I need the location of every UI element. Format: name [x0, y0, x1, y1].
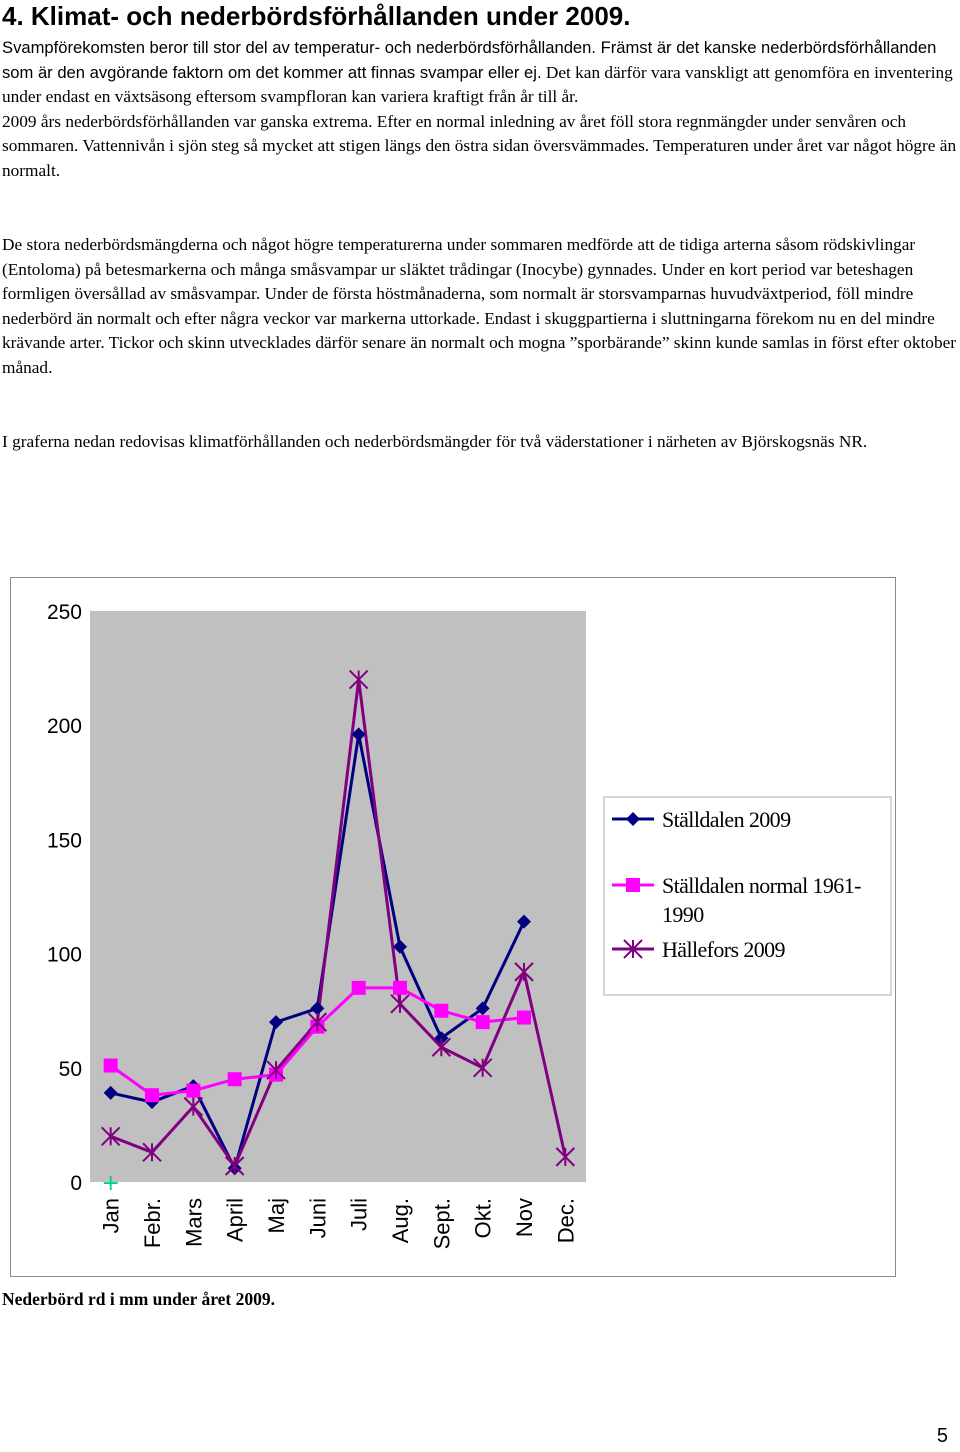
data-point	[476, 1015, 490, 1029]
data-point	[145, 1088, 159, 1102]
chart-svg	[11, 578, 897, 1278]
y-tick-label: 250	[46, 601, 82, 624]
data-point	[352, 981, 366, 995]
x-tick-label: Febr.	[140, 1198, 165, 1249]
data-point	[393, 981, 407, 995]
y-tick-label: 50	[58, 1057, 82, 1081]
y-tick-label: 0	[70, 1172, 82, 1195]
legend-marker	[626, 878, 640, 892]
page-number: 5	[936, 1425, 948, 1447]
x-tick-label: Aug.	[388, 1198, 413, 1244]
data-point	[434, 1004, 448, 1018]
data-point	[104, 1059, 118, 1073]
legend-label: Ställdalen 2009	[662, 807, 791, 832]
intro-sans-text: Svampförekomsten beror till stor del av temperatur- och nederbördsförhållanden. Främst är det kanske nederbördsförhållanden som är den avgörande faktorn om det kommer att finnas svampar eller ej.	[2, 38, 937, 82]
x-tick-label: Okt.	[470, 1198, 496, 1239]
x-tick-label: Juni	[305, 1198, 331, 1239]
y-tick-label: 100	[46, 943, 82, 967]
x-tick-label: Sept.	[429, 1198, 455, 1250]
intro-serif-text: Det kan därför vara vanskligt att genomföra en inventering under endast en växtsäsong eftersom svampfloran kan variera kraftigt från år till år.	[2, 62, 953, 107]
stations-paragraph: I graferna nedan redovisas klimatförhållanden och nederbördsmängder för två väderstationer i närheten av Björskogsnäs NR.	[2, 432, 868, 451]
data-point	[228, 1072, 242, 1086]
x-tick-label: Jan	[98, 1198, 124, 1234]
data-point	[186, 1084, 200, 1098]
legend-label: Ställdalen normal 1961-1990	[662, 873, 861, 927]
intro-second-line: 2009 års nederbördsförhållanden var ganska extrema. Efter en normal inledning av året föll stora regnmängder under senvåren och sommaren. Vattennivån i sjön steg så mycket att stigen längs den östra sidan översvämmades. Temperaturen under året var något högre än normalt.	[2, 111, 957, 180]
data-point	[517, 1011, 531, 1025]
summer-paragraph: De stora nederbördsmängderna och något högre temperaturerna under sommaren medförde att de tidiga arterna såsom rödskivlingar (Entoloma) på betesmarkerna och många småsvampar ur släktet trådingar (Inocybe) gynnades. Under en kort period var beteshagen formligen översållad av småsvampar. Under de första höstmånaderna, som normalt är storsvamparnas huvudväxtperiod, föll mindre nederbörd än normalt och efter några veckor var markerna uttorkade. Endast i skuggpartierna i sluttningarna förekom nu en del mindre krävande arter. Tickor och skinn utvecklades därför senare än normalt och mogna ”sporbärande” skinn kunde samlas in först efter oktober månad.	[2, 235, 957, 377]
legend-label: Hällefors 2009	[662, 937, 785, 962]
x-tick-label: Mars	[181, 1198, 207, 1247]
x-tick-label: April	[222, 1198, 248, 1243]
precipitation-chart	[10, 577, 896, 1277]
x-tick-label: Nov	[512, 1198, 537, 1238]
x-tick-label: Juli	[346, 1198, 372, 1232]
chart-caption: Nederbörd rd i mm under året 2009.	[2, 1289, 276, 1309]
extra-marker: +	[101, 1171, 120, 1196]
x-tick-label: Dec.	[553, 1198, 579, 1244]
intro-paragraph	[2, 36, 957, 184]
page-title: 4. Klimat- och nederbördsförhållanden under 2009.	[2, 1, 631, 31]
y-tick-label: 150	[46, 829, 82, 853]
y-tick-label: 200	[46, 715, 82, 739]
x-tick-label: Maj	[264, 1198, 289, 1234]
